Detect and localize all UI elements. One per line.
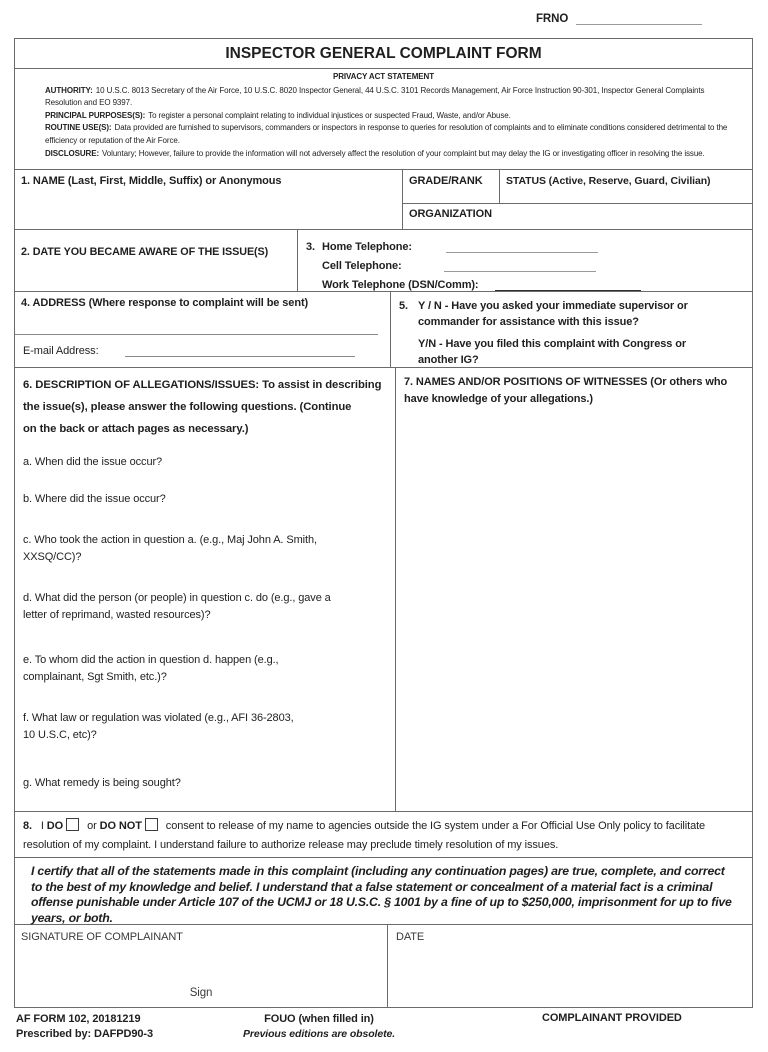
identity-right-cells (403, 170, 752, 229)
date-aware-label: 2. DATE YOU BECAME AWARE OF THE ISSUE(S) (21, 246, 269, 258)
certification-statement: I certify that all of the statements made in this complaint (including any continuation pages) are true, complete, and correct to the best of my knowledge and belief. I understand that a false statement or concealment of a material fact is a criminal offense punishable under Article 107 of the UCMJ or 18 U.S.C. § 1001 by a fine of up to $250,000, imprisonment for up to five years, or both. (15, 858, 752, 925)
sign-button[interactable]: Sign (189, 987, 213, 999)
status-label: STATUS (Active, Reserve, Guard, Civilian) (506, 175, 711, 187)
description-header (23, 374, 385, 440)
consent-or-text: or (87, 820, 97, 832)
grade-rank-label: GRADE/RANK (409, 175, 483, 187)
question-c-line2: XXSQ/CC)? (23, 551, 82, 563)
disclosure-label: DISCLOSURE: (45, 148, 100, 158)
question-d-line2: letter of reprimand, wasted resources)? (23, 609, 211, 621)
footer-previous-editions: Previous editions are obsolete. (242, 1028, 396, 1040)
work-telephone-row (322, 272, 744, 291)
description-input-cell[interactable] (15, 368, 396, 811)
consent-do-not-label: DO NOT (99, 820, 142, 832)
form-title: INSPECTOR GENERAL COMPLAINT FORM (15, 39, 752, 69)
privacy-heading: PRIVACY ACT STATEMENT (332, 72, 434, 81)
question-g-text: g. What remedy is being sought? (23, 777, 181, 789)
question5-text (418, 298, 688, 367)
address-input-line[interactable] (15, 334, 378, 335)
work-telephone-input-line[interactable] (495, 279, 641, 291)
privacy-act-statement (15, 69, 752, 170)
disclosure-text: Voluntary; However, failure to provide the information will not adversely affect the resolution of your complaint but may delay the IG or investigating officer in resolving the issue. (102, 148, 705, 158)
question-b-text: b. Where did the issue occur? (23, 493, 166, 505)
signature-input-cell[interactable] (15, 925, 388, 1007)
question-f-line2: 10 U.S.C, etc)? (23, 729, 97, 741)
question5-input-cell[interactable] (391, 292, 752, 367)
question-e-line1: e. To whom did the action in question d. happen (e.g., (23, 654, 279, 666)
cell-telephone-label: Cell Telephone: (322, 260, 402, 272)
question-e-line2: complainant, Sgt Smith, etc.)? (23, 671, 167, 683)
question-a-text: a. When did the issue occur? (23, 456, 163, 468)
routine-text: Data provided are furnished to supervisors, commanders or inspectors in response to queries for resolution of complaints and to eliminate conditions considered detrimental to the efficiency or reputation of the Air Force. (45, 123, 728, 145)
email-input-line[interactable] (125, 344, 355, 357)
organization-label: ORGANIZATION (409, 208, 492, 220)
section8-number: 8. (23, 820, 32, 832)
purposes-text: To register a personal complaint relating to individual injustices or suspected Fraud, Waste, and/or Abuse. (148, 110, 511, 120)
telephones-cell (298, 230, 752, 291)
question-c[interactable] (23, 532, 385, 566)
section3-number: 3. (306, 241, 315, 253)
privacy-purposes (45, 110, 742, 123)
grade-status-row (403, 170, 752, 204)
authority-label: AUTHORITY: (45, 85, 93, 95)
signature-label: SIGNATURE OF COMPLAINANT (21, 931, 183, 943)
consent-section (15, 812, 752, 858)
grade-rank-input-cell[interactable] (403, 170, 500, 203)
row-identity (15, 170, 752, 230)
status-input-cell[interactable] (500, 170, 752, 203)
consent-do-not-checkbox[interactable] (145, 818, 158, 831)
frno-input-line[interactable] (576, 12, 702, 25)
description-header-line3: on the back or attach pages as necessary.) (23, 423, 249, 435)
consent-do-checkbox[interactable] (66, 818, 79, 831)
footer-form-id: AF FORM 102, 20181219 (16, 1013, 141, 1025)
routine-label: ROUTINE USE(S): (45, 123, 112, 133)
work-telephone-label: Work Telephone (DSN/Comm): (322, 279, 479, 291)
witnesses-label-line1: 7. NAMES AND/OR POSITIONS OF WITNESSES (Or others who (404, 376, 728, 388)
q5-congress-line2: another IG? (418, 354, 479, 366)
question-d[interactable] (23, 590, 385, 624)
form-outer-box (14, 38, 753, 1008)
question-c-line1: c. Who took the action in question a. (e.g., Maj John A. Smith, (23, 534, 317, 546)
consent-text: consent to release of my name to agencies outside the IG system under a For Official Use Only policy to facilitate resolution of my complaint. I understand failure to authorize release may preclude timely resolution of my issues. (23, 820, 706, 851)
question-f[interactable] (23, 710, 385, 744)
email-label: E-mail Address: (23, 345, 99, 357)
name-label: 1. NAME (Last, First, Middle, Suffix) or Anonymous (21, 175, 282, 187)
footer-complainant-provided: COMPLAINANT PROVIDED (542, 1012, 682, 1024)
privacy-routine (45, 122, 742, 147)
address-input-cell[interactable] (15, 292, 391, 367)
address-label: 4. ADDRESS (Where response to complaint will be sent) (21, 297, 309, 309)
row-date-phones (15, 230, 752, 292)
date-input-cell[interactable] (388, 925, 752, 1007)
description-header-line1: 6. DESCRIPTION OF ALLEGATIONS/ISSUES: To assist in describing (23, 379, 382, 391)
organization-input-cell[interactable] (403, 204, 752, 229)
frno-label: FRNO (536, 13, 569, 25)
footer-fouo-block (199, 1012, 439, 1042)
row-description-witnesses (15, 368, 752, 812)
q5-supervisor-line1: Y / N - Have you asked your immediate supervisor or (418, 300, 688, 312)
name-input-cell[interactable] (15, 170, 403, 229)
footer-form-id-block (16, 1012, 153, 1042)
authority-text: 10 U.S.C. 8013 Secretary of the Air Force, 10 U.S.C. 8020 Inspector General, 44 U.S.C. 3101 Records Management, Air Force Instruction 90-301, Inspector General Complaints Resolution and EO 9397. (45, 85, 705, 108)
question-f-line1: f. What law or regulation was violated (e.g., AFI 36-2803, (23, 712, 294, 724)
purposes-label: PRINCIPAL PURPOSES(S): (45, 110, 146, 120)
email-row (23, 344, 355, 357)
description-header-line2: the issue(s), please answer the following questions. (Continue (23, 401, 352, 413)
row-address-q5 (15, 292, 752, 368)
home-telephone-row (306, 234, 744, 253)
date-aware-input-cell[interactable] (15, 230, 298, 291)
cell-telephone-row (322, 253, 744, 272)
footer-prescribed: Prescribed by: DAFPD90-3 (16, 1028, 153, 1040)
question-e[interactable] (23, 652, 385, 686)
cell-telephone-input-line[interactable] (444, 260, 596, 272)
privacy-authority (45, 85, 742, 110)
q5-supervisor-line2: commander for assistance with this issue? (418, 316, 639, 328)
consent-do-label: DO (46, 820, 64, 832)
row-signature-date (15, 925, 752, 1007)
date-label: DATE (396, 931, 425, 943)
question-g[interactable] (23, 775, 385, 792)
question-a[interactable] (23, 454, 385, 471)
home-telephone-input-line[interactable] (446, 241, 598, 253)
question-d-line1: d. What did the person (or people) in question c. do (e.g., gave a (23, 592, 331, 604)
question-b[interactable] (23, 491, 385, 508)
witnesses-input-cell[interactable] (396, 368, 752, 811)
privacy-disclosure (45, 148, 742, 161)
home-telephone-label: Home Telephone: (322, 241, 412, 253)
witnesses-label-line2: have knowledge of your allegations.) (404, 393, 593, 405)
frno-field-row (536, 12, 702, 25)
consent-i-text: I (40, 820, 44, 832)
q5-congress-line1: Y/N - Have you filed this complaint with Congress or (418, 338, 687, 350)
footer-fouo: FOUO (when filled in) (264, 1013, 374, 1025)
section5-number: 5. (399, 300, 408, 312)
